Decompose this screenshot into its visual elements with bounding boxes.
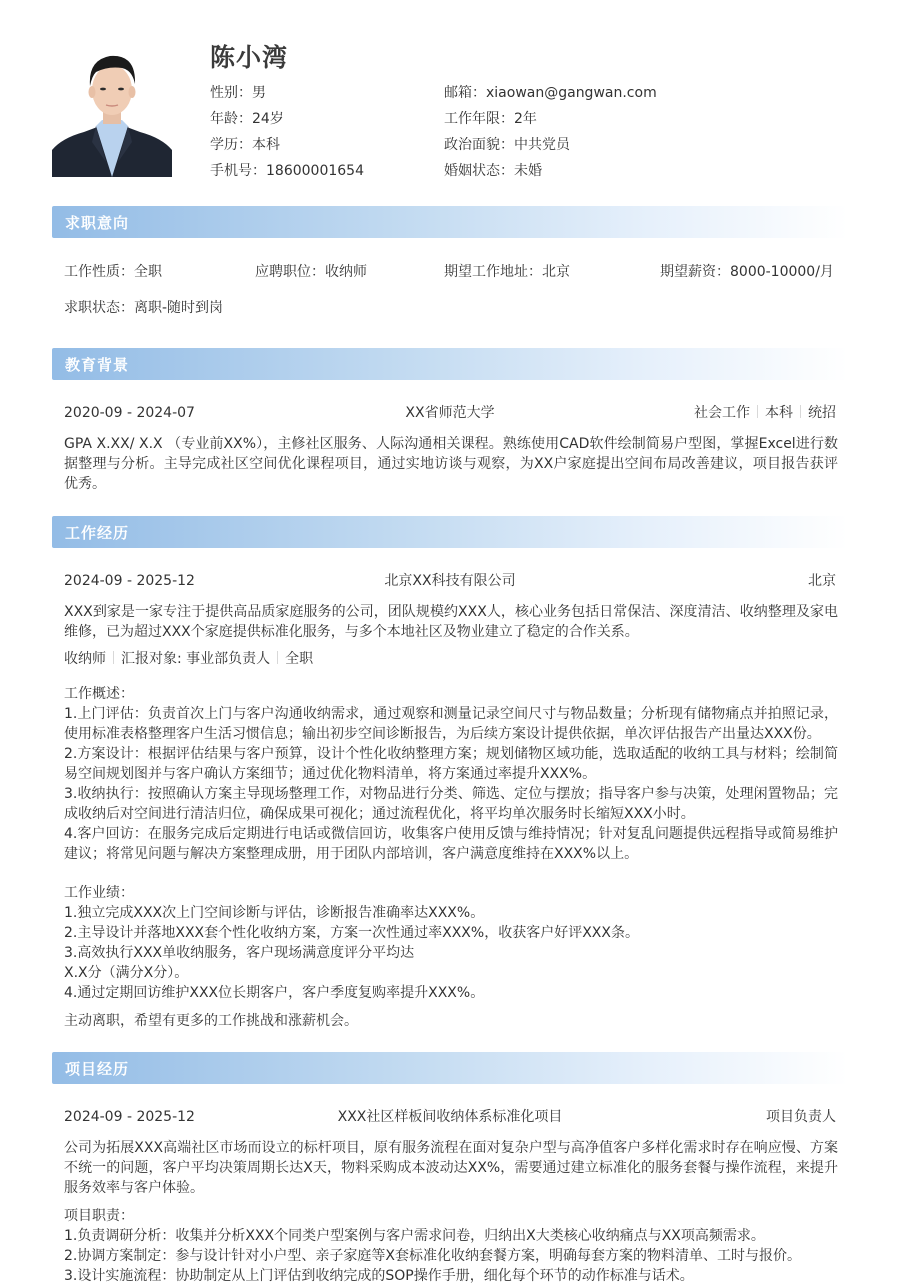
project-role: 项目负责人 — [766, 1109, 836, 1125]
info-work-years — [444, 109, 537, 129]
tag-divider — [800, 405, 801, 418]
project-period: 2024-09 - 2025-12 — [64, 1109, 195, 1125]
section-title: 教育背景 — [65, 356, 130, 374]
tag-employment-type: 全职 — [285, 651, 314, 667]
section-title: 求职意向 — [65, 214, 130, 232]
info-value: 本科 — [252, 137, 280, 153]
overview-item: 3.收纳执行：按照确认方案主导现场整理工作，对物品进行分类、筛选、定位与摆放；指导客户参与决策，处理闲置物品；完成收纳后对空间进行清洁归位，确保成果可视化；通过流程优化，将平均单次服务时长缩短XXX小时。 — [64, 786, 838, 822]
field-location — [444, 262, 570, 282]
work-period: 2024-09 - 2025-12 — [64, 573, 195, 589]
section-header-work — [52, 516, 848, 548]
education-period: 2020-09 - 2024-07 — [64, 405, 195, 421]
info-value: 24岁 — [252, 111, 284, 127]
field-value: 离职-随时到岗 — [134, 300, 224, 316]
field-salary — [660, 262, 834, 282]
info-education — [210, 135, 280, 155]
field-label: 求职状态： — [64, 300, 134, 316]
achievement-item: 4.通过定期回访维护XXX位长期客户，客户季度复购率提升XXX%。 — [64, 985, 485, 1001]
project-description: 公司为拓展XXX高端社区市场而设立的标杆项目，原有服务流程在面对复杂户型与高净值客户多样化需求时存在响应慢、方案不统一的问题，客户平均决策周期长达X天，物料采购成本波动达XX%，需要通过建立标准化的服务套餐与操作流程，来提升服务效率与客户体验。 — [64, 1140, 838, 1196]
info-value[interactable]: xiaowan@gangwan.com — [486, 85, 657, 101]
achievement-item: 2.主导设计并落地XXX套个性化收纳方案，方案一次性通过率XXX%，收获客户好评XXX条。 — [64, 925, 639, 941]
field-label: 应聘职位： — [255, 264, 325, 280]
info-label: 性别： — [210, 85, 252, 101]
tag-divider — [757, 405, 758, 418]
tag-enrollment: 统招 — [808, 405, 836, 421]
achievement-item: 3.高效执行XXX单收纳服务，客户现场满意度评分平均达 — [64, 945, 415, 961]
duty-item: 1.负责调研分析：收集并分析XXX个同类户型案例与客户需求问卷，归纳出X大类核心收纳痛点与XX项高频需求。 — [64, 1228, 765, 1244]
duty-item: 3.设计实施流程：协助制定从上门评估到收纳完成的SOP操作手册，细化每个环节的动作标准与话术。 — [64, 1268, 694, 1284]
leave-reason: 主动离职，希望有更多的工作挑战和涨薪机会。 — [64, 1013, 358, 1029]
work-achievements — [64, 883, 838, 1003]
field-value: 北京 — [542, 264, 570, 280]
overview-item: 1.上门评估：负责首次上门与客户沟通收纳需求，通过观察和测量记录空间尺寸与物品数量；分析现有储物痛点并拍照记录，使用标准表格整理客户生活习惯信息；输出初步空间诊断报告，为后续方案设计提供依据，单次评估报告产出量达XXX份。 — [64, 706, 838, 742]
project-name: XXX社区样板间收纳体系标准化项目 — [337, 1109, 563, 1125]
portrait-photo-icon — [52, 42, 172, 177]
tag-divider — [113, 651, 114, 664]
info-label: 工作年限： — [444, 111, 514, 127]
field-value: 全职 — [134, 264, 162, 280]
info-value: 中共党员 — [514, 137, 570, 153]
section-header-job-intention — [52, 206, 848, 238]
section-title: 工作经历 — [65, 524, 130, 542]
info-label: 学历： — [210, 137, 252, 153]
overview-item: 2.方案设计：根据评估结果与客户预算，设计个性化收纳整理方案；规划储物区域功能，选取适配的收纳工具与材料；绘制简易空间规划图并与客户确认方案细节；通过优化物料清单，将方案通过率提升XXX%。 — [64, 746, 838, 782]
info-label: 手机号： — [210, 163, 266, 179]
info-phone — [210, 161, 364, 181]
section-header-projects — [52, 1052, 848, 1084]
work-tags — [64, 649, 313, 669]
achievement-item: X.X分（满分X分）。 — [64, 965, 189, 981]
field-label: 期望工作地址： — [444, 264, 542, 280]
project-duties — [64, 1206, 838, 1286]
tag-degree: 本科 — [765, 405, 793, 421]
tag-role: 收纳师 — [64, 651, 106, 667]
info-value: 男 — [252, 85, 266, 101]
education-school: XX省师范大学 — [405, 405, 495, 421]
achievement-item: 1.独立完成XXX次上门空间诊断与评估，诊断报告准确率达XXX%。 — [64, 905, 485, 921]
field-label: 工作性质： — [64, 264, 134, 280]
tag-major: 社会工作 — [694, 405, 750, 421]
work-company: 北京XX科技有限公司 — [384, 573, 516, 589]
info-label: 政治面貌： — [444, 137, 514, 153]
info-email — [444, 83, 657, 103]
info-value[interactable]: 18600001654 — [266, 163, 364, 179]
section-header-education — [52, 348, 848, 380]
info-value: 2年 — [514, 111, 537, 127]
field-job-type — [64, 262, 162, 282]
work-location: 北京 — [808, 573, 836, 589]
field-value: 收纳师 — [325, 264, 367, 280]
info-value: 未婚 — [514, 163, 542, 179]
company-description: XXX到家是一家专注于提供高品质家庭服务的公司，团队规模约XXX人，核心业务包括日常保洁、深度清洁、收纳整理及家电维修，已为超过XXX个家庭提供标准化服务，与多个本地社区及物业建立了稳定的合作关系。 — [64, 604, 838, 640]
info-gender — [210, 83, 266, 103]
field-value: 8000-10000/月 — [730, 264, 834, 280]
info-age — [210, 109, 284, 129]
tag-divider — [277, 651, 278, 664]
info-label: 邮箱： — [444, 85, 486, 101]
info-marital-status — [444, 161, 542, 181]
achievements-title: 工作业绩： — [64, 885, 134, 901]
overview-item: 4.客户回访：在服务完成后定期进行电话或微信回访，收集客户使用反馈与维持情况；针对复乱问题提供远程指导或简易维护建议；将常见问题与解决方案整理成册，用于团队内部培训，客户满意度维持在XXX%以上。 — [64, 826, 838, 862]
tag-report-to: 汇报对象: 事业部负责人 — [121, 651, 271, 667]
field-position — [255, 262, 367, 282]
education-description: GPA X.XX/ X.X （专业前XX%），主修社区服务、人际沟通相关课程。熟练使用CAD软件绘制简易户型图，掌握Excel进行数据整理与分析。主导完成社区空间优化课程项目，通过实地访谈与观察，为XX户家庭提出空间布局改善建议，项目报告获评优秀。 — [64, 436, 838, 492]
duty-item: 2.协调方案制定：参与设计针对小户型、亲子家庭等X套标准化收纳套餐方案，明确每套方案的物料清单、工时与报价。 — [64, 1248, 801, 1264]
section-title: 项目经历 — [65, 1060, 130, 1078]
education-tags — [600, 403, 836, 423]
field-label: 期望薪资： — [660, 264, 730, 280]
candidate-name: 陈小湾 — [210, 43, 289, 72]
work-overview — [64, 684, 838, 864]
info-political-status — [444, 135, 570, 155]
duties-title: 项目职责： — [64, 1208, 134, 1224]
profile-photo — [52, 42, 172, 177]
field-job-status — [64, 298, 223, 318]
info-label: 婚姻状态： — [444, 163, 514, 179]
info-label: 年龄： — [210, 111, 252, 127]
overview-title: 工作概述： — [64, 686, 134, 702]
